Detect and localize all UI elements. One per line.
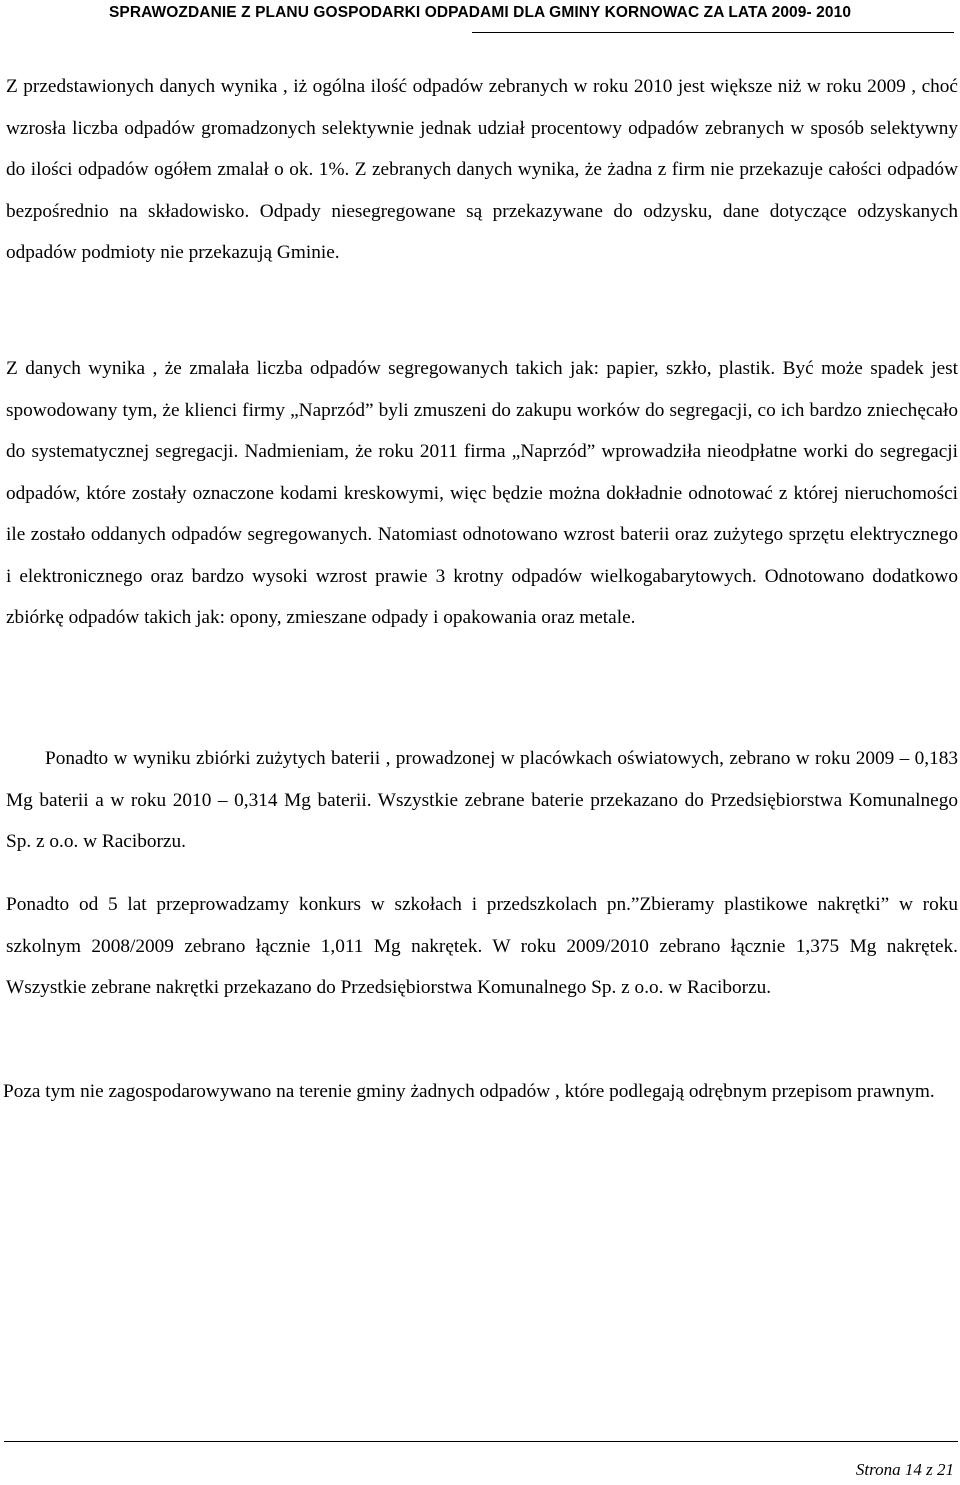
page-header-title: SPRAWOZDANIE Z PLANU GOSPODARKI ODPADAMI DLA GMINY KORNOWAC ZA LATA 2009- 2010 xyxy=(108,4,852,21)
paragraph-data-summary: Z przedstawionych danych wynika , iż ogólna ilość odpadów zebranych w roku 2010 jest większe niż w roku 2009 , choć wzrosła liczba odpadów gromadzonych selektywnie jednak udział procentowy odpadów zebranych w sposób selektywny do ilości odpadów ogółem zmalał o ok. 1%. Z zebranych danych wynika, że żadna z firm nie przekazuje całości odpadów bezpośrednio na składowisko. Odpady niesegregowane są przekazywane do odzysku, dane dotyczące odzyskanych odpadów podmioty nie przekazują Gminie. xyxy=(6,76,958,263)
paragraph-closing-note: Poza tym nie zagospodarowywano na terenie gminy żadnych odpadów , które podlegają odrębnym przepisom prawnym. xyxy=(3,1081,935,1102)
paragraph-segregation-analysis: Z danych wynika , że zmalała liczba odpadów segregowanych takich jak: papier, szkło, plastik. Być może spadek jest spowodowany tym, że klienci firmy „Naprzód” byli zmuszeni do zakupu worków do segregacji, co ich bardzo zniechęcało do systematycznej segregacji. Nadmieniam, że roku 2011 firma „Naprzód” wprowadziła nieodpłatne worki do segregacji odpadów, które zostały oznaczone kodami kreskowymi, więc będzie można dokładnie odnotować z której nieruchomości ile zostało oddanych odpadów segregowanych. Natomiast odnotowano wzrost baterii oraz zużytego sprzętu elektrycznego i elektronicznego oraz bardzo wysoki wzrost prawie 3 krotny odpadów wielkogabarytowych. Odnotowano dodatkowo zbiórkę odpadów takich jak: opony, zmieszane odpady i opakowania oraz metale. xyxy=(6,358,958,628)
paragraph-bottle-caps-contest: Ponadto od 5 lat przeprowadzamy konkurs w szkołach i przedszkolach pn.”Zbieramy plastikowe nakrętki” w roku szkolnym 2008/2009 zebrano łącznie 1,011 Mg nakrętek. W roku 2009/2010 zebrano łącznie 1,375 Mg nakrętek. Wszystkie zebrane nakrętki przekazano do Przedsiębiorstwa Komunalnego Sp. z o.o. w Raciborzu. xyxy=(6,894,958,998)
page-number: Strona 14 z 21 xyxy=(855,1460,954,1479)
footer-divider xyxy=(4,1441,958,1442)
header-divider xyxy=(472,32,954,33)
paragraph-battery-collection: Ponadto w wyniku zbiórki zużytych baterii , prowadzonej w placówkach oświatowych, zebrano w roku 2009 – 0,183 Mg baterii a w roku 2010 – 0,314 Mg baterii. Wszystkie zebrane baterie przekazano do Przedsiębiorstwa Komunalnego Sp. z o.o. w Raciborzu. xyxy=(6,748,958,852)
